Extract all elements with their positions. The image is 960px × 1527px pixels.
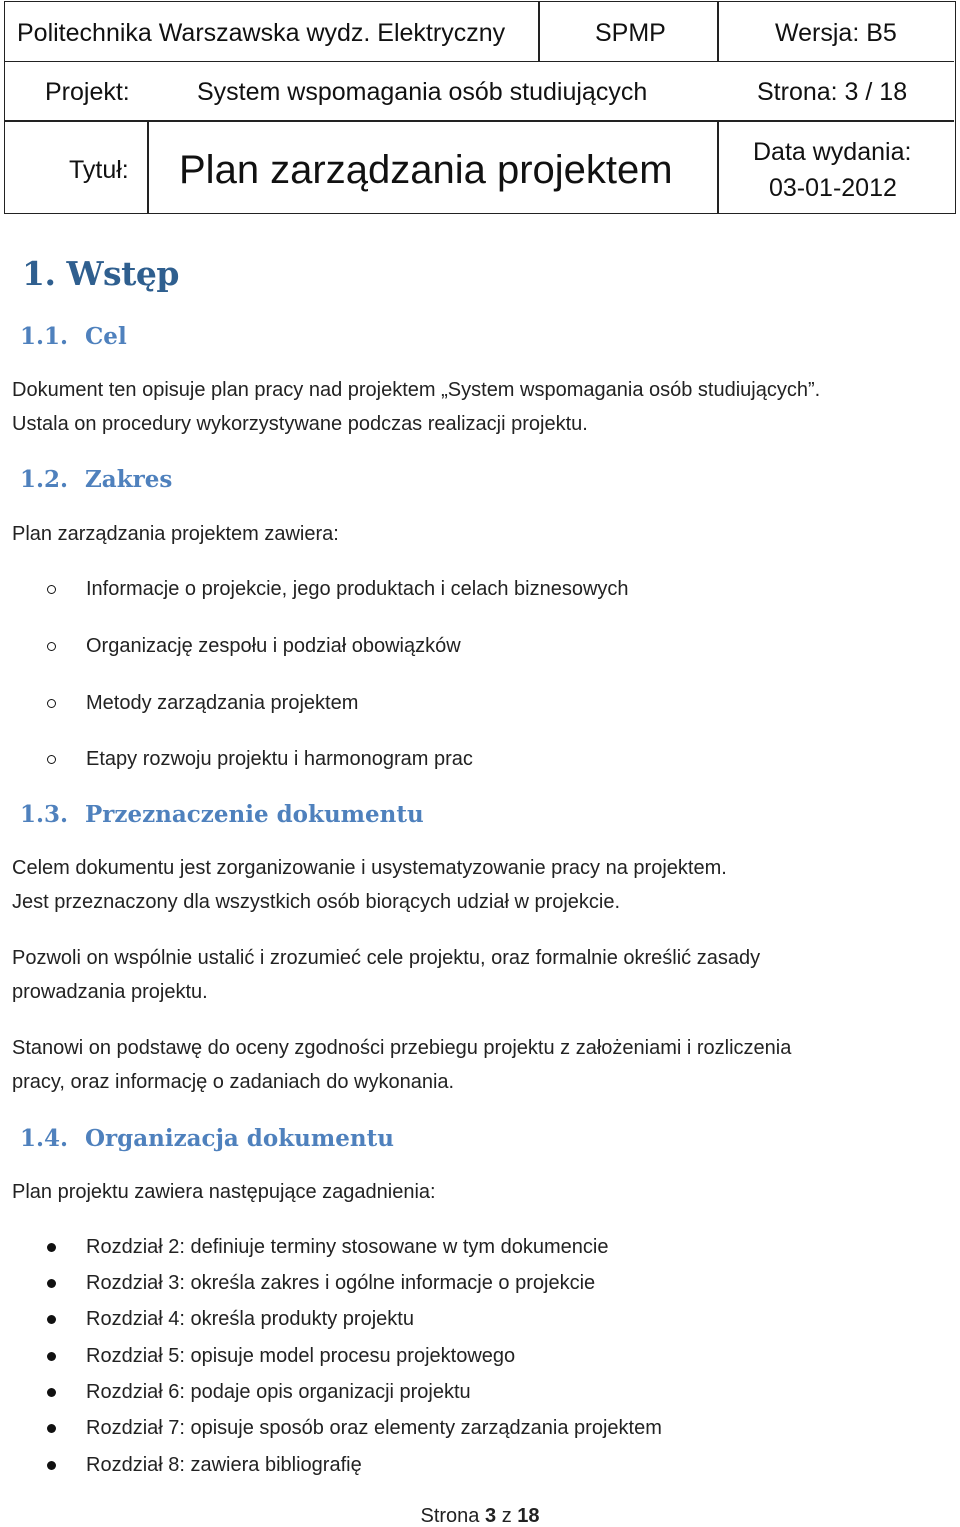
paragraph-line: Dokument ten opisuje plan pracy nad projektem „System wspomagania osób studiujących”. [12,379,821,401]
bullet-icon [47,1424,56,1433]
section-heading: 1. Wstęp [22,254,179,293]
list-item: Rozdział 2: definiuje terminy stosowane w tym dokumencie [86,1236,609,1258]
bullet-icon [47,642,56,651]
list-item: Rozdział 5: opisuje model procesu projektowego [86,1345,516,1367]
subsection-title: Przeznaczenie dokumentu [85,801,424,828]
subsection-heading-przeznaczenie [20,801,424,828]
list-item: Etapy rozwoju projektu i harmonogram prac [86,748,473,770]
bullet-icon [47,1461,56,1470]
list-item: Informacje o projekcie, jego produktach i celach biznesowych [86,578,629,600]
paragraph-line: Ustala on procedury wykorzystywane podczas realizacji projektu. [12,413,588,435]
subsection-heading-zakres [20,466,172,493]
list-item: Metody zarządzania projektem [86,692,359,714]
list-item: Rozdział 3: określa zakres i ogólne informacje o projekcie [86,1272,596,1294]
header-project-name: System wspomagania osób studiujących [197,78,648,106]
list-item: Organizację zespołu i podział obowiązków [86,635,461,657]
header-date: 03-01-2012 [769,174,897,202]
bullet-icon [47,755,56,764]
bullet-icon [47,1315,56,1324]
paragraph-line: Stanowi on podstawę do oceny zgodności przebiegu projektu z założeniami i rozliczenia [12,1037,792,1059]
header-version: Wersja: B5 [775,19,897,47]
header-divider [717,2,719,61]
paragraph-line: Plan zarządzania projektem zawiera: [12,523,339,545]
list-item: Rozdział 8: zawiera bibliografię [86,1454,362,1476]
subsection-title: Organizacja dokumentu [85,1125,394,1152]
list-item: Rozdział 6: podaje opis organizacji projektu [86,1381,471,1403]
footer-prefix: Strona [420,1505,480,1527]
page-footer [0,1506,960,1526]
bullet-icon [47,1243,56,1252]
footer-total-pages: 18 [517,1505,540,1527]
footer-page-number: 3 [485,1505,497,1527]
header-project-label: Projekt: [45,78,130,106]
header-code: SPMP [595,19,666,47]
header-institution: Politechnika Warszawska wydz. Elektryczny [17,19,506,47]
list-item: Rozdział 7: opisuje sposób oraz elementy zarządzania projektem [86,1417,662,1439]
header-divider [717,120,719,214]
bullet-icon [47,585,56,594]
paragraph-line: Plan projektu zawiera następujące zagadnienia: [12,1181,436,1203]
bullet-icon [47,1279,56,1288]
bullet-icon [47,1388,56,1397]
paragraph-line: Jest przeznaczony dla wszystkich osób biorących udział w projekcie. [12,891,621,913]
header-title-label: Tytuł: [69,156,129,184]
subsection-number: 1.2. [20,466,69,493]
list-item: Rozdział 4: określa produkty projektu [86,1308,414,1330]
subsection-title: Zakres [85,466,173,493]
paragraph-line: Pozwoli on wspólnie ustalić i zrozumieć cele projektu, oraz formalnie określić zasady [12,947,761,969]
paragraph-line: pracy, oraz informację o zadaniach do wykonania. [12,1071,455,1093]
subsection-number: 1.1. [20,323,69,350]
paragraph-line: prowadzania projektu. [12,981,208,1003]
header-divider [5,61,954,62]
header-date-label: Data wydania: [753,138,912,166]
paragraph-line: Celem dokumentu jest zorganizowanie i usystematyzowanie pracy na projektem. [12,857,727,879]
header-divider [538,2,540,61]
document-header-table [4,1,956,214]
subsection-title: Cel [85,323,127,350]
bullet-icon [47,1352,56,1361]
footer-separator: z [501,1505,512,1527]
subsection-heading-organizacja [20,1125,394,1152]
subsection-number: 1.3. [20,801,69,828]
header-page: Strona: 3 / 18 [757,78,908,106]
subsection-number: 1.4. [20,1125,69,1152]
header-title: Plan zarządzania projektem [179,148,673,192]
bullet-icon [47,699,56,708]
subsection-heading-cel [20,323,127,350]
header-divider [147,120,149,214]
